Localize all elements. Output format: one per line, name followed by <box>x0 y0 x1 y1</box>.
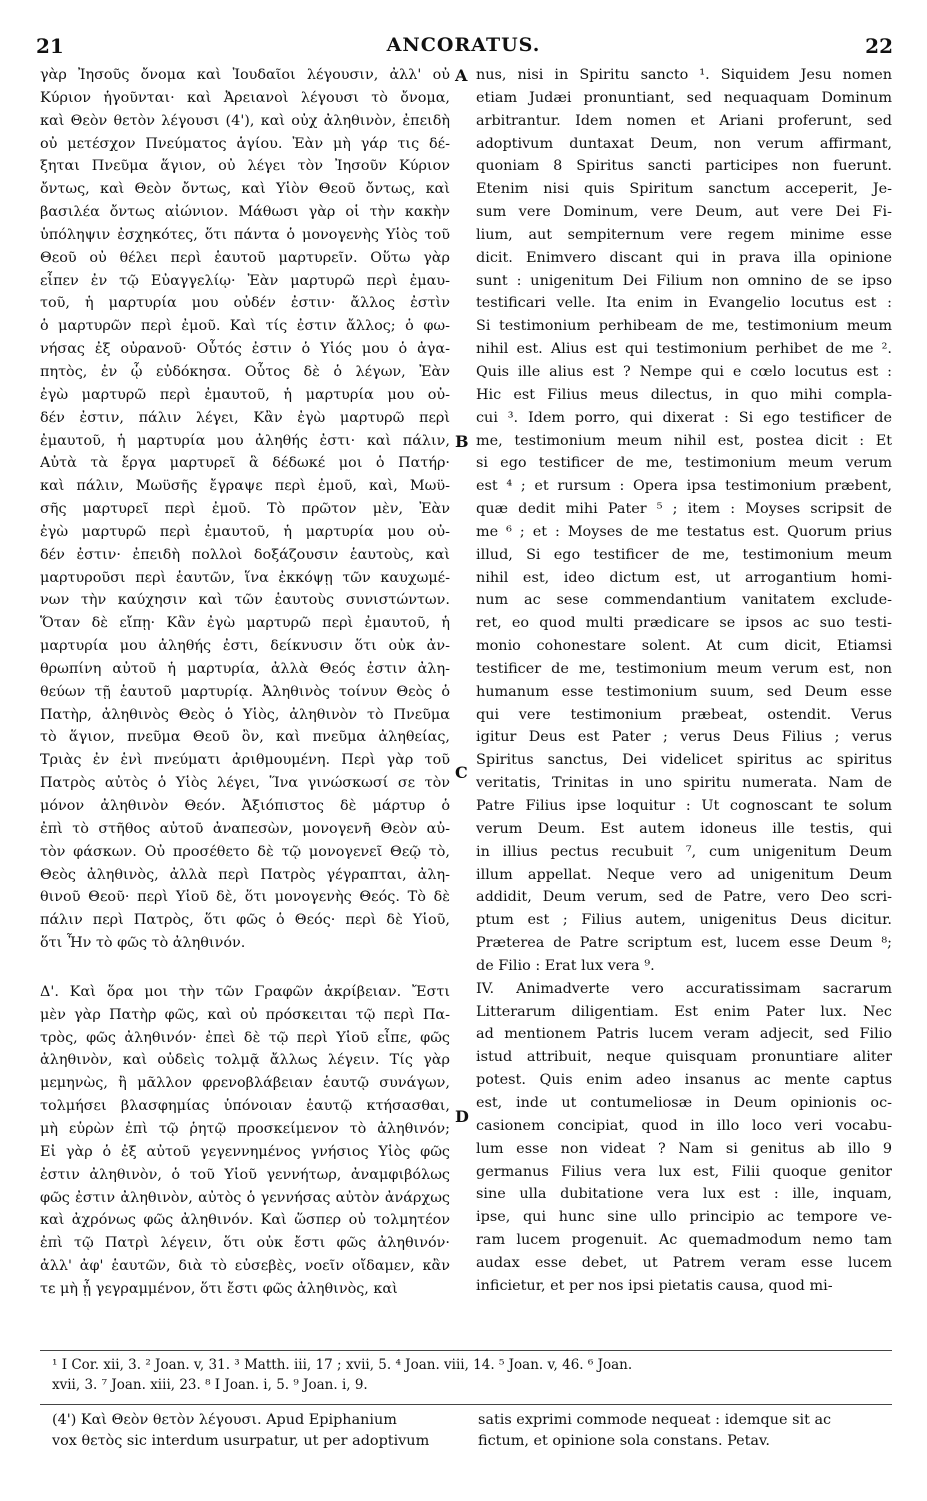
greek-text-line: ἐμαυτοῦ, ἡ μαρτυρία μου ἀληθής ἐστι· καὶ πάλιν, <box>40 432 450 449</box>
greek-text-line: ὅτι Ἦν τὸ φῶς τὸ ἀληθινόν. <box>40 935 246 952</box>
greek-text-line: Πατρὸς αὐτὸς ὁ Υἱὸς λέγει, Ἵνα γινώσκωσί σε τὸν <box>40 775 450 792</box>
greek-text-line: δέν ἐστιν, πάλιν λέγει, Κἂν ἐγὼ μαρτυρῶ περὶ <box>40 409 450 426</box>
greek-text-line: μαρτυρία μου ἀληθής ἐστι, δείκνυσιν ὅτι οὐκ ἀν- <box>40 638 450 655</box>
latin-text-line: Litterarum diligentiam. Est enim Pater lux. Nec <box>476 1003 892 1020</box>
margin-marker-b: B <box>455 432 469 451</box>
greek-text-line: ὄντως, καὶ Θεὸν ὄντως, καὶ Υἱὸν Θεοῦ ὄντως, καὶ <box>40 181 450 198</box>
latin-text-line: nihil est, ideo dictum est, ut arrogantium homi- <box>476 569 892 586</box>
greek-text-line: οὐ μετέσχον Πνεύματος ἁγίου. Ἐὰν μὴ γάρ τις δέ- <box>40 135 450 152</box>
latin-text-line: etiam Judæi pronuntiant, sed nequaquam Dominum <box>476 89 892 106</box>
latin-text-line: num ac sese commendantium vanitatem exclude- <box>476 592 892 609</box>
greek-text-line: νων τὴν καύχησιν καὶ τῶν ἑαυτοὺς συνιστώντων. <box>40 592 450 609</box>
editor-note-right-line: fictum, et opinione sola constans. Petav. <box>478 1433 771 1449</box>
greek-text-line: γὰρ Ἰησοῦς ὄνομα καὶ Ἰουδαῖοι λέγουσιν, ἀλλ' οὐ <box>40 67 450 83</box>
latin-text-line: illum appellat. Neque vero ad unigenitum Deum <box>476 866 892 883</box>
latin-text-line: nus, nisi in Spiritu sancto ¹. Siquidem Jesu nomen <box>476 67 892 83</box>
footnote-line-1: ¹ I Cor. xii, 3. ² Joan. v, 31. ³ Matth. iii, 17 ; xvii, 5. ⁴ Joan. viii, 14. ⁵ Joan. v, 46. ⁶ Joan. <box>52 1357 633 1373</box>
latin-text-line: Etenim nisi quis Spiritum sanctum acceperit, Je- <box>476 181 892 198</box>
greek-text-line: Ὅταν δὲ εἴπῃ· Κἂν ἐγὼ μαρτυρῶ περὶ ἐμαυτοῦ, ἡ <box>40 615 450 632</box>
greek-text-line: ἐστιν ἀληθινὸν, ὁ τοῦ Υἱοῦ γεννήτωρ, ἀναμφιβόλως <box>40 1166 450 1183</box>
margin-marker-a: A <box>455 66 468 85</box>
latin-text-line: nihil est. Alius est qui testimonium perhibet de me ². <box>476 341 892 358</box>
greek-text-line: Δ'. Καὶ ὅρα μοι τὴν τῶν Γραφῶν ἀκρίβειαν. Ἔστι <box>40 983 450 1000</box>
latin-text-line: istud attribuit, neque quisquam pronuntiare aliter <box>476 1049 892 1066</box>
greek-text-line: εἶπεν ἐν τῷ Εὐαγγελίῳ· Ἐὰν μαρτυρῶ περὶ ἐμαυ- <box>40 272 450 289</box>
greek-text-line: μὴ εὑρὼν ἐπὶ τῷ ῥητῷ προσκείμενον τὸ ἀληθινόν; <box>40 1120 450 1137</box>
greek-text-line: Τριὰς ἐν ἑνὶ πνεύματι ἀριθμουμένη. Περὶ γὰρ τοῦ <box>40 752 450 769</box>
latin-text-line: casionem concipiat, quod in illo loco veri vocabu- <box>476 1117 892 1134</box>
greek-text-line: νήσας ἐξ οὐρανοῦ· Οὗτός ἐστιν ὁ Υἱός μου ὁ ἀγα- <box>40 341 450 358</box>
latin-text-line: verum Deum. Est autem idoneus ille testis, qui <box>476 820 892 837</box>
greek-text-line: Εἰ γὰρ ὁ ἐξ αὐτοῦ γεγεννημένος γνήσιος Υἱὸς φῶς <box>40 1143 450 1160</box>
running-title: ANCORATUS. <box>386 34 541 56</box>
greek-text-line: μὲν γὰρ Πατὴρ φῶς, καὶ οὐ πρόσκειται τῷ περὶ Πα- <box>40 1006 450 1023</box>
latin-text-line: me ⁶ ; et : Moyses de me testatus est. Quorum prius <box>476 523 892 540</box>
latin-text-line: lium, aut sempiternum vere regem minime esse <box>476 226 892 243</box>
greek-text-line: φῶς ἐστιν ἀληθινὸν, αὐτὸς ὁ γεννήσας αὐτὸν ἀνάρχως <box>40 1189 450 1206</box>
margin-marker-c: C <box>455 763 468 782</box>
latin-text-line: Quis ille alius est ? Nempe qui e cœlo locutus est : <box>476 363 892 380</box>
editor-note-right <box>478 1410 831 1452</box>
latin-text-line: ad mentionem Patris lucem veram adjecit, sed Filio <box>476 1026 892 1043</box>
editor-note-left-line: vox θετὸς sic interdum usurpatur, ut per adoptivum <box>52 1433 430 1449</box>
greek-text-line: Θεοῦ οὐ θέλει περὶ ἑαυτοῦ μαρτυρεῖν. Οὕτω γὰρ <box>40 249 450 266</box>
greek-text-line: ἐγὼ μαρτυρῶ περὶ ἐμαυτοῦ, ἡ μαρτυρία μου οὐ- <box>40 523 450 540</box>
greek-text-line: ὁ μαρτυρῶν περὶ ἐμοῦ. Καὶ τίς ἐστιν ἄλλος; ὁ φω- <box>40 318 450 335</box>
greek-text-line: τολμήσει βλασφημίας ὑπόνοιαν ἑαυτῷ κτήσασθαι, <box>40 1098 450 1115</box>
latin-text-line: ret, eo quod multi prædicare se ipsos ac suo testi- <box>476 615 892 632</box>
latin-text-line: quoniam 8 Spiritus sancti participes non fuerunt. <box>476 158 892 175</box>
greek-paragraph-gap <box>40 955 450 981</box>
greek-text-line: καὶ πάλιν, Μωϋσῆς ἔγραψε περὶ ἐμοῦ, καὶ, Μωϋ- <box>40 478 450 495</box>
greek-text-line: μόνον ἀληθινὸν Θεόν. Ἀξιόπιστος δὲ μάρτυρ ὁ <box>40 798 450 814</box>
greek-text-line: ἐπὶ τῷ Πατρὶ λέγειν, ὅτι οὐκ ἔστι φῶς ἀληθινόν· <box>40 1235 450 1252</box>
latin-text-line: addidit, Deum verum, sed de Patre, vero Deo scri- <box>476 889 892 906</box>
latin-text-line: veritatis, Trinitas in uno spiritu numerata. Nam de <box>476 775 892 792</box>
latin-text-line: est ⁴ ; et rursum : Opera ipsa testimonium præbent, <box>476 478 892 495</box>
greek-text-line: πητὸς, ἐν ᾧ εὐδόκησα. Οὗτος δὲ ὁ λέγων, Ἐὰν <box>40 363 450 380</box>
greek-text-line: ἐγὼ μαρτυρῶ περὶ ἐμαυτοῦ, ἡ μαρτυρία μου οὐ- <box>40 386 450 403</box>
editor-note-right-line: satis exprimi commode nequeat : idemque sit ac <box>478 1412 832 1428</box>
latin-text-line: sum vere Dominum, vere Deum, aut vere Dei Fi- <box>476 204 892 221</box>
latin-text-line: dicit. Enimvero discant qui in prava illa opinione <box>476 249 892 266</box>
latin-text-line: audax esse debet, ut Patrem veram esse lucem <box>476 1254 892 1271</box>
latin-text-line: germanus Filius vera lux est, Filii quoque genitor <box>476 1163 892 1180</box>
greek-text-line: ἀλλ' ἀφ' ἑαυτῶν, διὰ τὸ εὐσεβὲς, νοεῖν οἴδαμεν, κἂν <box>40 1258 450 1275</box>
right-page-number: 22 <box>865 34 893 58</box>
greek-text-line: ὑπόληψιν ἐσχηκότες, ὅτι πάντα ὁ μονογενὴς Υἱὸς τοῦ <box>40 226 450 243</box>
greek-text-line: τρὸς, φῶς ἀληθινόν· ἐπεὶ δὲ τῷ περὶ Υἱοῦ εἶπε, φῶς <box>40 1029 450 1046</box>
latin-text-line: Patre Filius ipse loquitur : Ut cognoscant te solum <box>476 798 892 814</box>
latin-text-line: Præterea de Patre scriptum est, lucem esse Deum ⁸; <box>476 935 892 952</box>
latin-text-line: potest. Quis enim adeo insanus ac mente captus <box>476 1072 892 1089</box>
latin-text-line: est, inde ut contumeliosæ in Deum opinionis oc- <box>476 1094 892 1111</box>
greek-text-line: θινοῦ Θεοῦ· περὶ Υἱοῦ δὲ, ὅτι μονογενὴς Θεός. Τὸ δὲ <box>40 889 450 906</box>
latin-text-line: lum esse non videat ? Nam si genitus ab illo 9 <box>476 1140 892 1157</box>
greek-text-line: βασιλέα ὄντως αἰώνιον. Μάθωσι γὰρ οἱ τὴν κακὴν <box>40 204 450 221</box>
greek-text-line: θεύων τῇ ἑαυτοῦ μαρτυρίᾳ. Ἀληθινὸς τοίνυν Θεὸς ὁ <box>40 683 450 700</box>
editor-note-rule <box>40 1404 892 1405</box>
greek-text-line: τὸ ἅγιον, πνεῦμα Θεοῦ ὂν, καὶ πνεῦμα ἀληθείας, <box>40 729 450 746</box>
greek-text-line: Πατὴρ, ἀληθινὸς Θεὸς ὁ Υἱὸς, ἀληθινὸν τὸ Πνεῦμα <box>40 706 450 723</box>
latin-text-line: monio cohonestare solent. At cum dicit, Etiamsi <box>476 638 892 655</box>
editor-note-left <box>52 1410 429 1452</box>
left-page-number: 21 <box>36 34 64 58</box>
latin-text-line: arbitrantur. Idem nomen et Ariani proferunt, sed <box>476 112 892 129</box>
editor-note-left-line: (4') Καὶ Θεὸν θετὸν λέγουσι. Apud Epiphanium <box>52 1412 397 1428</box>
margin-marker-d: D <box>455 1107 469 1126</box>
greek-text-line: ἐπὶ τὸ στῆθος αὐτοῦ ἀναπεσὼν, μονογενῆ Θεὸν αὐ- <box>40 820 450 837</box>
greek-text-line: τὸν φάσκων. Οὐ προσέθετο δὲ τῷ μονογενεῖ Θεῷ τὸ, <box>40 843 450 860</box>
latin-text-line: adoptivum duntaxat Deum, non verum affirmant, <box>476 135 892 152</box>
greek-text-line: πάλιν περὶ Πατρὸς, ὅτι φῶς ὁ Θεός· περὶ δὲ Υἱοῦ, <box>40 912 450 929</box>
latin-text-line: testificari velle. Ita enim in Evangelio locutus est : <box>476 295 892 312</box>
greek-text-line: σῆς μαρτυρεῖ περὶ ἐμοῦ. Τὸ πρῶτον μὲν, Ἐὰν <box>40 501 450 518</box>
greek-text-line: μεμηνὼς, ἢ μᾶλλον φρενοβλάβειαν ἑαυτῷ συνάγων, <box>40 1075 450 1092</box>
greek-text-line: καὶ Θεὸν θετὸν λέγουσι (4'), καὶ οὐχ ἀληθινὸν, ἐπειδὴ <box>40 112 450 129</box>
latin-text-line: ipse, qui hunc sine ullo principio ac tempore ve- <box>476 1209 892 1226</box>
latin-text-line: illud, Si ego testificer de me, testimonium meum <box>476 546 892 563</box>
latin-text-line: in illius pectus recubuit ⁷, cum unigenitum Deum <box>476 843 892 860</box>
footnote-line-2: xvii, 3. ⁷ Joan. xiii, 23. ⁸ I Joan. i, 5. ⁹ Joan. i, 9. <box>52 1377 368 1393</box>
latin-text-line: sine ulla dubitatione vera lux est : ille, inquam, <box>476 1186 892 1203</box>
latin-text-line: humanum esse testimonium suum, sed Deum esse <box>476 683 892 700</box>
latin-text-line: Hic est Filius meus dilectus, in quo mihi compla- <box>476 386 892 403</box>
greek-text-line: θρωπίνη αὐτοῦ ἡ μαρτυρία, ἀλλὰ Θεός ἐστιν ἀλη- <box>40 660 450 677</box>
greek-text-line: Θεὸς ἀληθινὸς, ἀλλὰ περὶ Πατρὸς γέγραπται, ἀλη- <box>40 866 450 883</box>
latin-column <box>476 64 892 1298</box>
greek-column <box>40 64 450 1301</box>
latin-text-line: sunt : unigenitum Dei Filium non omnino de se ipso <box>476 272 892 289</box>
latin-text-line: si ego testificer de me, testimonium meum verum <box>476 455 892 472</box>
latin-text-line: testificer de me, testimonium meum verum est, non <box>476 660 892 677</box>
latin-text-line: me, testimonium meum nihil est, postea dicit : Et <box>476 432 892 449</box>
greek-text-line: μαρτυροῦσι περὶ ἑαυτῶν, ἵνα ἐκκόψῃ τῶν καυχωμέ- <box>40 569 450 586</box>
greek-text-line: ἀληθινὸν, καὶ οὐδεὶς τολμᾷ ἄλλως λέγειν. Τίς γὰρ <box>40 1052 450 1069</box>
latin-text-line: ptum est ; Filius autem, unigenitus Deus dicitur. <box>476 912 892 929</box>
latin-text-line: inficietur, et per nos ipsi pietatis causa, quod mi- <box>476 1277 833 1294</box>
latin-text-line: ram lucem progenuit. Ac quemadmodum nemo tam <box>476 1232 892 1249</box>
greek-text-line: Κύριον ἡγοῦνται· καὶ Ἀρειανοὶ λέγουσι τὸ ὄνομα, <box>40 89 450 106</box>
greek-text-line: τε μὴ ᾖ γεγραμμένον, ὅτι ἔστι φῶς ἀληθινὸς, καὶ <box>40 1280 398 1297</box>
greek-text-line: ξηται Πνεῦμα ἅγιον, οὐ λέγει τὸν Ἰησοῦν Κύριον <box>40 158 450 175</box>
latin-text-line: Si testimonium perhibeam de me, testimonium meum <box>476 318 892 335</box>
greek-text-line: δέν ἐστιν· ἐπειδὴ πολλοὶ δοξάζουσιν ἑαυτοὺς, καὶ <box>40 546 450 563</box>
greek-text-line: τοῦ, ἡ μαρτυρία μου οὐδέν ἐστιν· ἄλλος ἐστὶν <box>40 295 450 312</box>
greek-text-line: καὶ ἀχρόνως φῶς ἀληθινόν. Καὶ ὥσπερ οὐ τολμητέον <box>40 1212 450 1229</box>
greek-text-line: Αὐτὰ τὰ ἔργα μαρτυρεῖ ἃ δέδωκέ μοι ὁ Πατήρ· <box>40 455 450 472</box>
latin-text-line: qui vere testimonium præbeat, ostendit. Verus <box>476 706 892 723</box>
latin-text-line: cui ³. Idem porro, qui dixerat : Si ego testificer de <box>476 409 892 426</box>
latin-text-line: IV. Animadverte vero accuratissimam sacrarum <box>476 980 892 997</box>
footnote-rule <box>40 1350 892 1351</box>
latin-text-line: quæ dedit mihi Pater ⁵ ; item : Moyses scripsit de <box>476 501 892 518</box>
latin-text-line: igitur Deus est Pater ; verus Deus Filius ; verus <box>476 729 892 746</box>
latin-text-line: de Filio : Erat lux vera ⁹. <box>476 957 655 974</box>
latin-text-line: Spiritus sanctus, Dei videlicet spiritus ac spiritus <box>476 752 892 769</box>
